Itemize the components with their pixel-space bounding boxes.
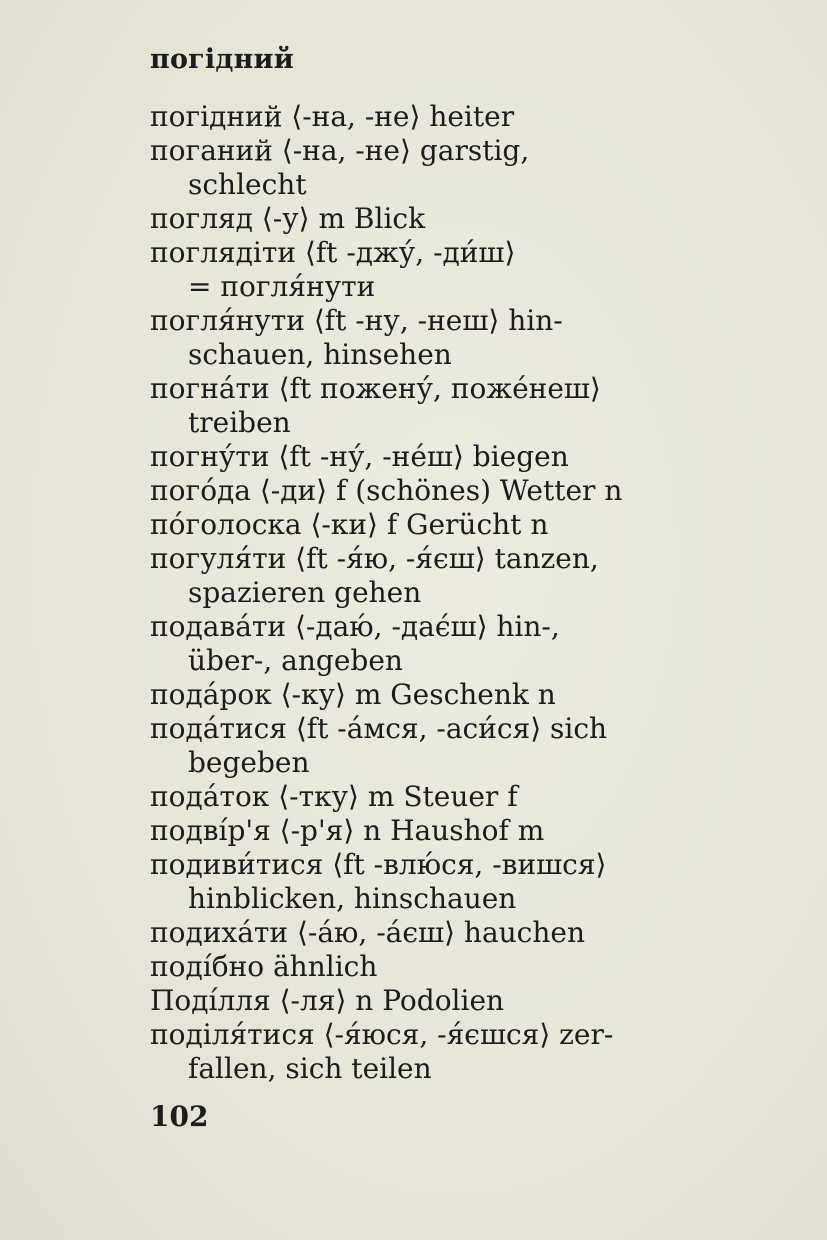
entry-line: по́голоска ⟨-ки⟩ f Gerücht n: [150, 508, 549, 541]
dictionary-entry: [150, 474, 740, 508]
dictionary-entry: [150, 610, 740, 678]
dictionary-entry: [150, 100, 740, 134]
entry-continuation: spazieren gehen: [188, 576, 422, 609]
entry-continuation: begeben: [188, 746, 310, 779]
entry-line: Поді́лля ⟨-ля⟩ n Podolien: [150, 984, 505, 1017]
entry-line: пода́рок ⟨-ку⟩ m Geschenk n: [150, 678, 556, 711]
entry-line: пода́ток ⟨-тку⟩ m Steuer f: [150, 780, 518, 813]
entry-line: подві́р'я ⟨-р'я⟩ n Haushof m: [150, 814, 545, 847]
dictionary-entry: [150, 372, 740, 440]
entry-line: пода́тися ⟨ft -а́мся, -аси́ся⟩ sich: [150, 712, 608, 745]
dictionary-entry: [150, 542, 740, 610]
entry-line: погляд ⟨-у⟩ m Blick: [150, 202, 426, 235]
entry-continuation: fallen, sich teilen: [188, 1052, 432, 1085]
entry-continuation: schlecht: [188, 168, 307, 201]
entry-line: поглядіти ⟨ft -джу́, -ди́ш⟩: [150, 236, 516, 269]
entry-line: погля́нути ⟨ft -ну, -неш⟩ hin-: [150, 304, 563, 337]
dictionary-entry: [150, 916, 740, 950]
dictionary-entry: [150, 1018, 740, 1086]
dictionary-entry: [150, 950, 740, 984]
dictionary-entry: [150, 814, 740, 848]
dictionary-entry: [150, 236, 740, 304]
entry-line: погідний ⟨-на, -не⟩ heiter: [150, 100, 515, 133]
dictionary-entry: [150, 508, 740, 542]
dictionary-entries: [150, 100, 740, 1086]
entry-continuation: treiben: [188, 406, 291, 439]
entry-line: погуля́ти ⟨ft -я́ю, -я́єш⟩ tanzen,: [150, 542, 599, 575]
entry-line: поганий ⟨-на, -не⟩ garstig,: [150, 134, 530, 167]
entry-line: подава́ти ⟨-даю́, -дає́ш⟩ hin-,: [150, 610, 560, 643]
dictionary-entry: [150, 440, 740, 474]
entry-line: поді́бно ähnlich: [150, 950, 378, 983]
dictionary-entry: [150, 712, 740, 780]
dictionary-entry: [150, 202, 740, 236]
page-number: 102: [150, 1100, 209, 1133]
dictionary-entry: [150, 304, 740, 372]
entry-continuation: über-, angeben: [188, 644, 403, 677]
entry-line: погна́ти ⟨ft пожену́, поже́неш⟩: [150, 372, 601, 405]
entry-continuation: schauen, hinsehen: [188, 338, 452, 371]
dictionary-entry: [150, 848, 740, 916]
entry-line: поділя́тися ⟨-я́юся, -я́єшся⟩ zer-: [150, 1018, 614, 1051]
dictionary-entry: [150, 134, 740, 202]
entry-line: пого́да ⟨-ди⟩ f (schönes) Wetter n: [150, 474, 623, 507]
dictionary-entry: [150, 678, 740, 712]
entry-line: подиха́ти ⟨-а́ю, -а́єш⟩ hauchen: [150, 916, 585, 949]
dictionary-entry: [150, 780, 740, 814]
entry-continuation: hinblicken, hinschauen: [188, 882, 517, 915]
entry-line: подиви́тися ⟨ft -влю́ся, -вишся⟩: [150, 848, 607, 881]
entry-line: погну́ти ⟨ft -ну́, -не́ш⟩ biegen: [150, 440, 569, 473]
running-head: погідний: [150, 44, 294, 75]
dictionary-entry: [150, 984, 740, 1018]
entry-continuation: = погля́нути: [188, 270, 376, 303]
